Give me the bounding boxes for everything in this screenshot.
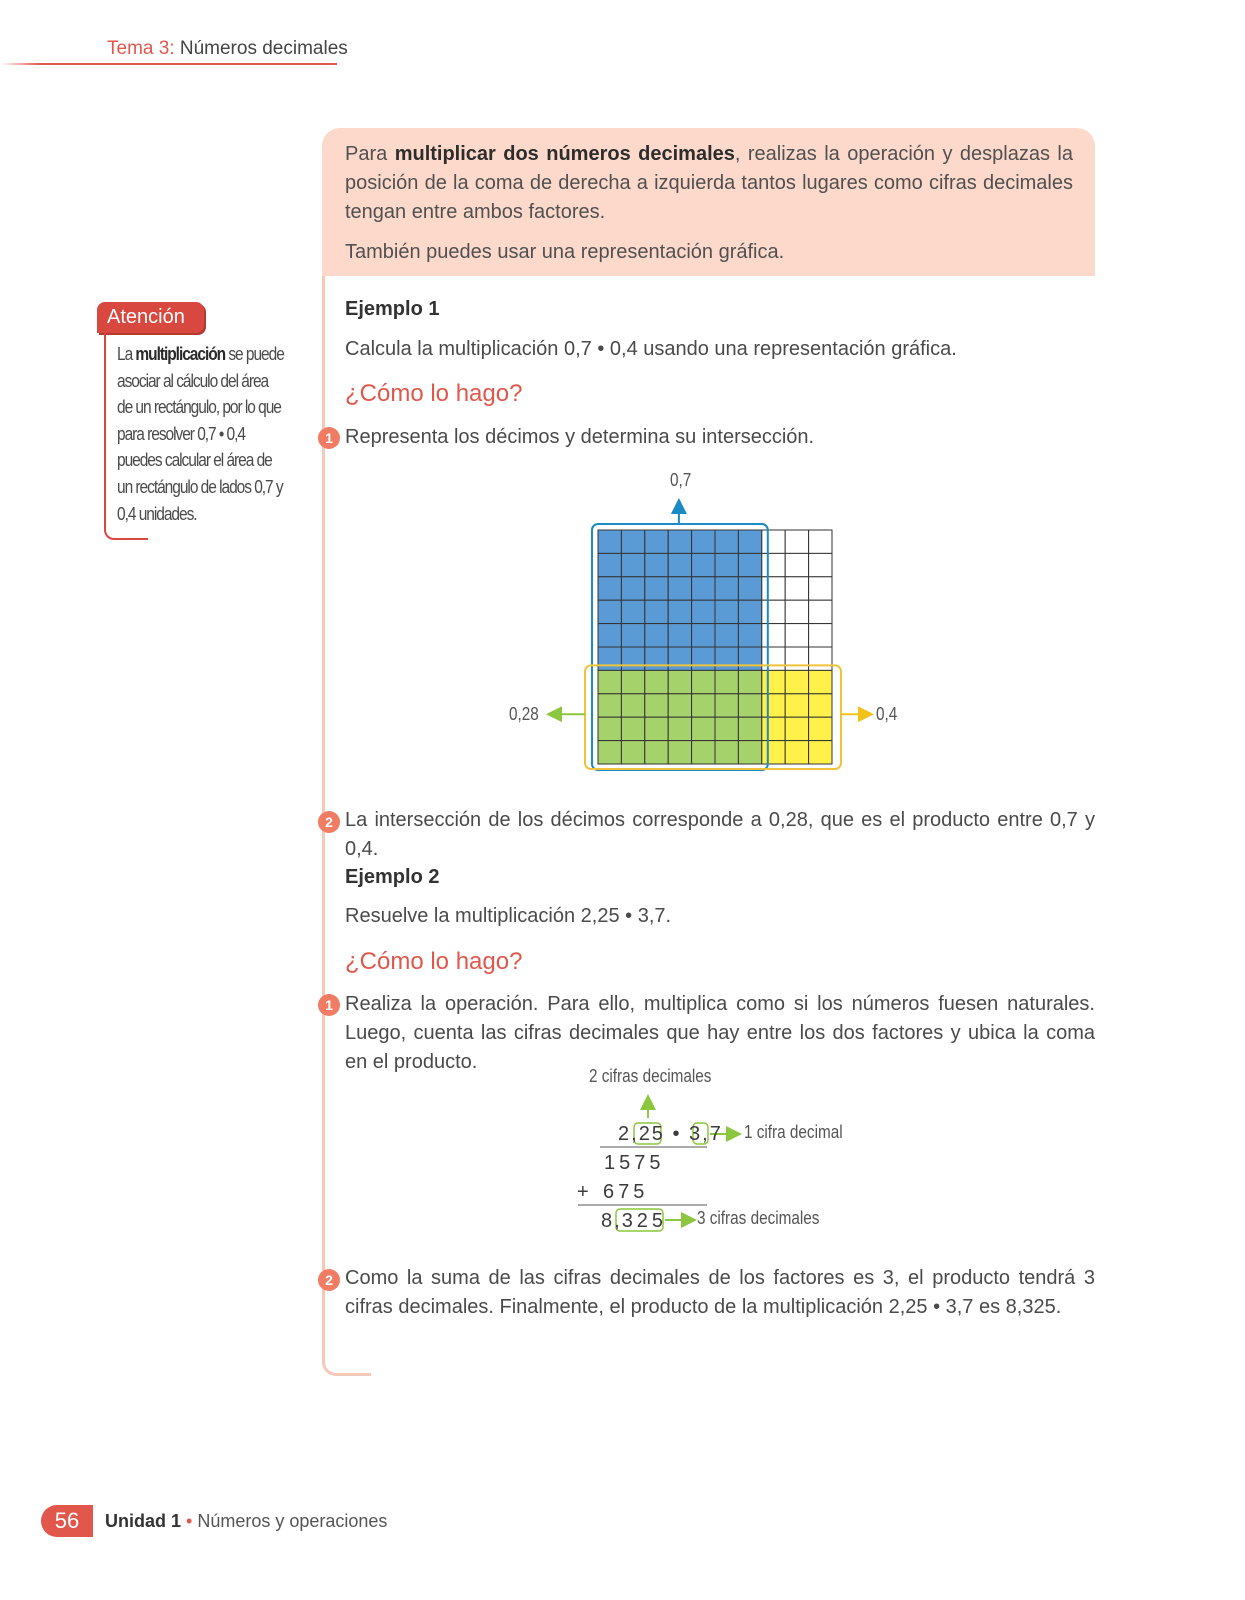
grid-cell xyxy=(645,577,668,600)
example2-title: Ejemplo 2 xyxy=(345,866,440,888)
grid-cell xyxy=(762,694,785,717)
grid-cell xyxy=(692,694,715,717)
example1-step1-number: 1 xyxy=(318,427,340,449)
example2-prompt: Resuelve la multiplicación 2,25 • 3,7. xyxy=(345,905,672,927)
grid-cell xyxy=(762,530,785,553)
factor-line xyxy=(618,1123,723,1146)
attention-pre: La xyxy=(117,344,136,364)
grid-cell xyxy=(738,624,761,647)
grid-cell xyxy=(668,717,691,740)
grid-cell xyxy=(785,577,808,600)
grid-cell xyxy=(692,577,715,600)
example1-prompt: Calcula la multiplicación 0,7 • 0,4 usando una representación gráfica. xyxy=(345,338,957,360)
grid-cell xyxy=(645,694,668,717)
grid-cell xyxy=(715,530,738,553)
label-two-decimals: 2 cifras decimales xyxy=(589,1066,712,1086)
grid-cell xyxy=(809,647,832,670)
header-divider xyxy=(0,63,337,65)
intro-bold: multiplicar dos números decimales xyxy=(394,143,735,165)
grid-cell xyxy=(809,670,832,693)
grid-cell xyxy=(645,647,668,670)
grid-cell xyxy=(809,717,832,740)
grid-cell xyxy=(645,530,668,553)
grid-cell xyxy=(738,577,761,600)
intro-pre: Para xyxy=(345,143,395,165)
grid-cell xyxy=(668,694,691,717)
grid-cell xyxy=(668,624,691,647)
grid-cell xyxy=(785,530,808,553)
grid-cell xyxy=(715,647,738,670)
grid-cell xyxy=(598,577,621,600)
grid-cell xyxy=(598,553,621,576)
grid-cell xyxy=(598,670,621,693)
grid-cell xyxy=(762,600,785,623)
label-three-decimals: 3 cifras decimales xyxy=(697,1208,820,1228)
example1-step2-number: 2 xyxy=(318,811,340,833)
partial-product-1: 1575 xyxy=(604,1152,665,1174)
grid-cell xyxy=(621,577,644,600)
grid-cell xyxy=(598,647,621,670)
page-number: 56 xyxy=(41,1505,93,1537)
example2-step1-number: 1 xyxy=(318,994,340,1016)
partial-product-2: 675 xyxy=(603,1181,649,1203)
grid-cell xyxy=(598,694,621,717)
grid-cell xyxy=(645,624,668,647)
grid-cell xyxy=(692,553,715,576)
grid-cell xyxy=(621,694,644,717)
multiplication-diagram xyxy=(560,1060,880,1250)
example2-step1-text: Realiza la operación. Para ello, multiplica como si los números fuesen naturales. Luego, cuenta las cifras decimales que hay entre los dos factores y ubica la coma en el producto. xyxy=(345,993,1095,1073)
grid-cell xyxy=(785,624,808,647)
grid-cell xyxy=(621,647,644,670)
label-right: 0,4 xyxy=(876,704,898,724)
product-line xyxy=(601,1210,667,1233)
grid-cell xyxy=(809,577,832,600)
attention-bold: multiplicación xyxy=(135,344,226,364)
factor1-dec: 25 xyxy=(638,1123,665,1145)
tema-title: Números decimales xyxy=(174,38,348,59)
product-int: 8, xyxy=(601,1210,622,1232)
grid-cell xyxy=(762,670,785,693)
grid-cell xyxy=(809,624,832,647)
grid-cell xyxy=(715,577,738,600)
grid-cell xyxy=(738,647,761,670)
grid-cell xyxy=(762,624,785,647)
grid-cell xyxy=(692,647,715,670)
grid-cell xyxy=(645,741,668,764)
intro-box xyxy=(322,128,1095,276)
grid-cell xyxy=(809,694,832,717)
grid-cell xyxy=(668,647,691,670)
grid-cell xyxy=(762,647,785,670)
grid-cell xyxy=(715,553,738,576)
grid-cell xyxy=(692,717,715,740)
grid-cell xyxy=(785,717,808,740)
grid-cell xyxy=(621,530,644,553)
grid-cell xyxy=(692,530,715,553)
footer-text xyxy=(105,1511,387,1532)
factor-dot: • 3, xyxy=(664,1123,710,1145)
example1-step2-text: La intersección de los décimos corresponde a 0,28, que es el producto entre 0,7 y 0,4. xyxy=(345,809,1095,860)
grid-cell xyxy=(598,717,621,740)
grid-cell xyxy=(738,553,761,576)
grid-cell xyxy=(645,670,668,693)
grid-cell xyxy=(762,577,785,600)
grid-cell xyxy=(621,624,644,647)
intro-post: , realizas la operación y desplazas la posición de la coma de derecha a izquierda tantos lugares como cifras decimales tengan entre ambos factores. xyxy=(345,143,1073,223)
grid-cell xyxy=(668,553,691,576)
grid-cell xyxy=(645,717,668,740)
grid-cell xyxy=(738,741,761,764)
grid-cell xyxy=(621,670,644,693)
intro-paragraph-2: También puedes usar una representación gráfica. xyxy=(345,241,785,263)
example2-how: ¿Cómo lo hago? xyxy=(345,948,523,975)
grid-cell xyxy=(715,717,738,740)
grid-cell xyxy=(692,741,715,764)
tema-label: Tema 3: xyxy=(107,38,175,59)
grid-cell xyxy=(785,553,808,576)
grid-cell xyxy=(715,670,738,693)
footer-topic: Números y operaciones xyxy=(197,1511,388,1531)
footer-sep: • xyxy=(181,1511,198,1531)
grid-cell xyxy=(645,600,668,623)
grid-cell xyxy=(645,553,668,576)
grid-cell xyxy=(809,530,832,553)
grid-cell xyxy=(692,670,715,693)
grid-cell xyxy=(785,600,808,623)
grid-cell xyxy=(668,577,691,600)
example1-how: ¿Cómo lo hago? xyxy=(345,380,523,407)
grid-cell xyxy=(738,694,761,717)
grid-cell xyxy=(598,741,621,764)
page-header xyxy=(107,38,348,60)
footer-unit: Unidad 1 xyxy=(105,1511,182,1531)
grid-cell xyxy=(785,694,808,717)
grid-cell xyxy=(762,741,785,764)
grid-svg xyxy=(480,462,920,792)
grid-cell xyxy=(692,624,715,647)
grid-cell xyxy=(715,624,738,647)
plus-sign: + xyxy=(577,1181,593,1203)
grid-cell xyxy=(621,553,644,576)
grid-cell xyxy=(738,600,761,623)
grid-cell xyxy=(738,717,761,740)
label-left: 0,28 xyxy=(509,704,539,724)
grid-cell xyxy=(762,717,785,740)
grid-cell xyxy=(668,670,691,693)
grid-cell xyxy=(598,530,621,553)
label-one-decimal: 1 cifra decimal xyxy=(744,1122,843,1142)
grid-cell xyxy=(715,741,738,764)
factor1-int: 2, xyxy=(618,1123,639,1145)
grid-cell xyxy=(809,553,832,576)
example2-step2-text: Como la suma de las cifras decimales de los factores es 3, el producto tendrá 3 cifras decimales. Finalmente, el producto de la multiplicación 2,25 • 3,7 es 8,325. xyxy=(345,1267,1095,1318)
grid-cell xyxy=(668,530,691,553)
grid-cell xyxy=(738,530,761,553)
grid-cell xyxy=(668,600,691,623)
grid-cell xyxy=(692,600,715,623)
grid-cell xyxy=(762,553,785,576)
grid-cell xyxy=(598,600,621,623)
grid-cell xyxy=(715,600,738,623)
decimal-grid-diagram xyxy=(480,462,920,792)
grid-cell xyxy=(809,600,832,623)
grid-cell xyxy=(621,717,644,740)
grid-cell xyxy=(785,670,808,693)
example1-step1-text: Representa los décimos y determina su intersección. xyxy=(345,426,815,448)
grid-cell xyxy=(668,741,691,764)
example1-title: Ejemplo 1 xyxy=(345,298,440,320)
grid-cell xyxy=(598,624,621,647)
attention-post: se puede asociar al cálculo del área de un rectángulo, por lo que para resolver 0,7 • 0,4 puedes calcular el área de un rectángulo de lados 0,7 y 0,4 unidades. xyxy=(117,344,284,524)
example2-step2-number: 2 xyxy=(318,1269,340,1291)
grid-cell xyxy=(621,600,644,623)
grid-cell xyxy=(621,741,644,764)
attention-text xyxy=(117,341,285,527)
grid-cell xyxy=(738,670,761,693)
grid-cell xyxy=(715,694,738,717)
product-dec: 325 xyxy=(621,1210,668,1232)
attention-tab: Atención xyxy=(97,302,204,333)
grid-cell xyxy=(785,741,808,764)
grid-cell xyxy=(785,647,808,670)
intro-paragraph xyxy=(345,140,1073,227)
factor2-dec: 7 xyxy=(709,1123,723,1145)
grid-cell xyxy=(809,741,832,764)
label-top: 0,7 xyxy=(670,470,692,490)
